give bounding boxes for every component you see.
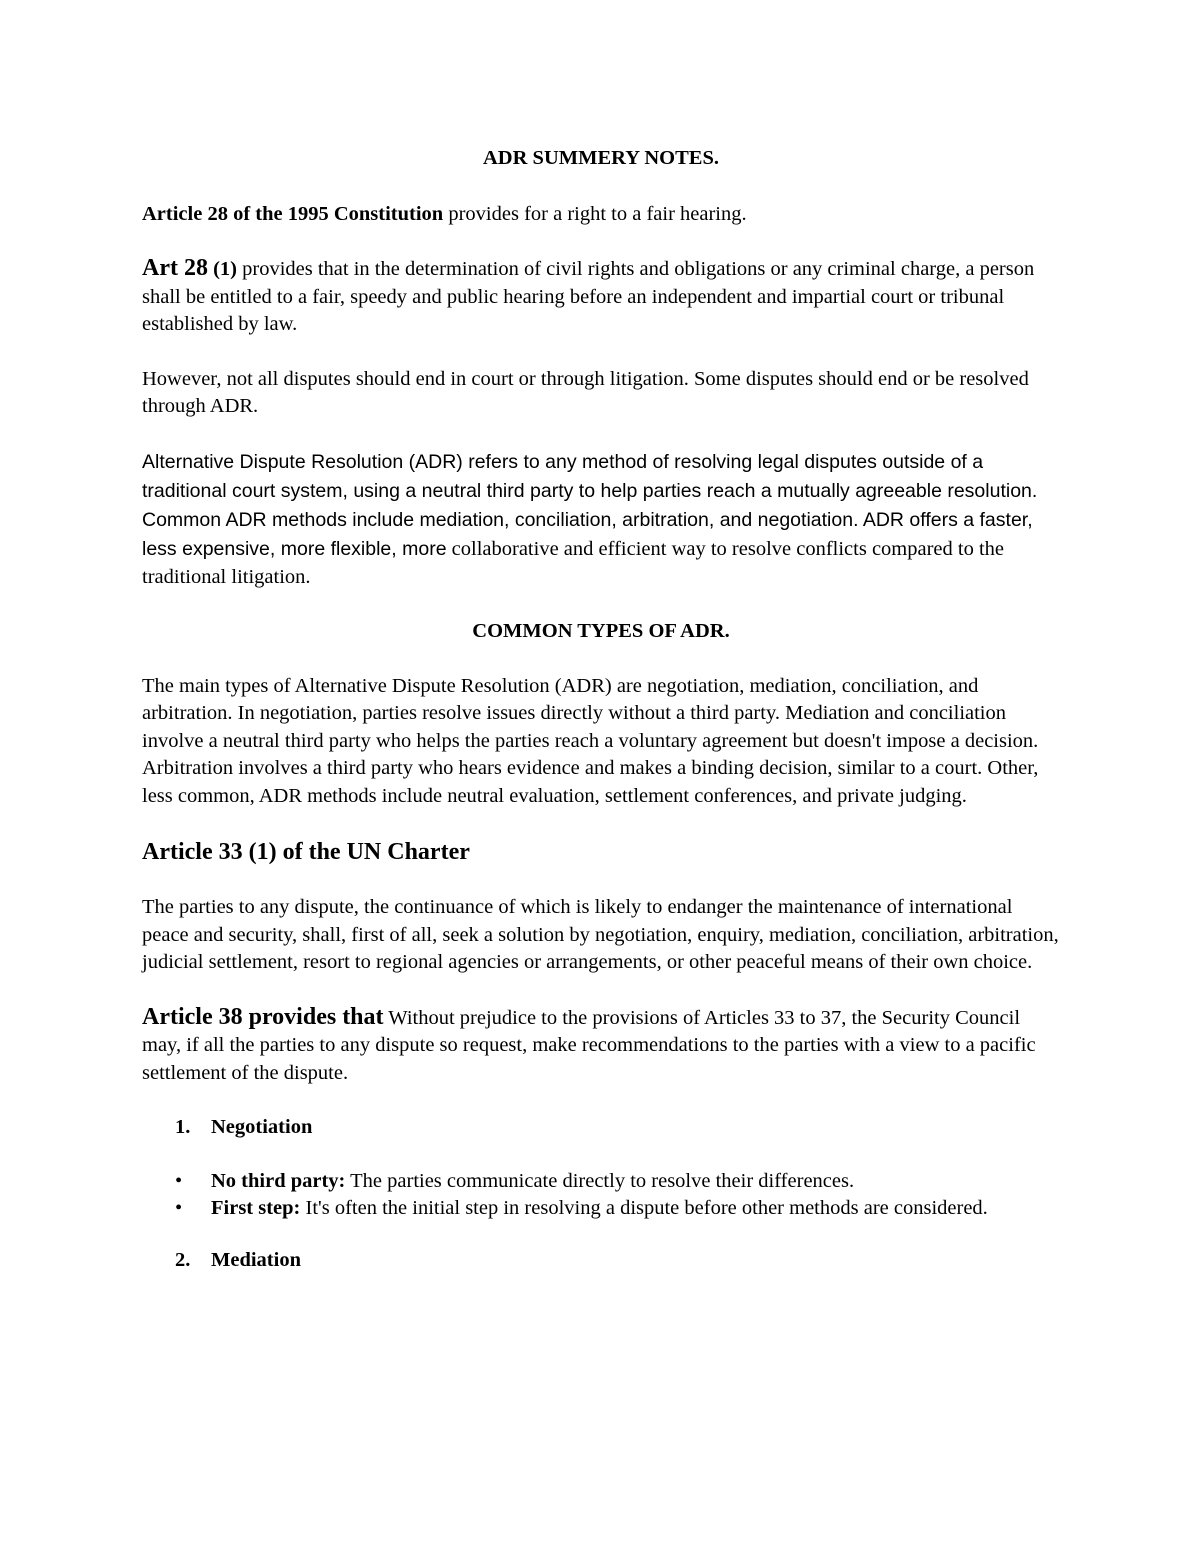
- list-item-mediation: [142, 1247, 1060, 1275]
- article-38-label: Article 38 provides that: [142, 1003, 384, 1030]
- art-28-label: Art 28: [142, 255, 208, 281]
- list-label: Negotiation: [211, 1116, 313, 1138]
- heading-un-charter: Article 33 (1) of the UN Charter: [142, 839, 470, 865]
- paragraph-main-types: The main types of Alternative Dispute Resolution (ADR) are negotiation, mediation, conciliation, and arbitration. In negotiation, parties resolve issues directly without a third party. Mediation and conciliation involve a neutral third party who helps the parties reach a voluntary agreement but doesn't impose a decision. Arbitration involves a third party who hears evidence and makes a binding decision, similar to a court. Other, less common, ADR methods include neutral evaluation, settlement conferences, and private judging.: [142, 674, 1039, 807]
- bullet-label: No third party:: [211, 1169, 346, 1192]
- list-item-negotiation: [142, 1114, 1060, 1142]
- numbered-list-mediation: [142, 1247, 1060, 1275]
- section-title-common-types: COMMON TYPES OF ADR.: [472, 620, 730, 642]
- paragraph-article-33: The parties to any dispute, the continuance of which is likely to endanger the maintenance of international peace and security, shall, first of all, seek a solution by negotiation, enquiry, mediation, conciliation, arbitration, judicial settlement, resort to regional agencies or arrangements, or other peaceful means of their own choice.: [142, 896, 1059, 973]
- paragraph-text: provides that in the determination of civil rights and obligations or any criminal charge, a person shall be entitled to a fair, speedy and public hearing before an independent and impartial court or tribunal established by law.: [142, 258, 1035, 335]
- paragraph-art-28-1: [142, 255, 1060, 339]
- paragraph-text: provides for a right to a fair hearing.: [443, 202, 747, 225]
- numbered-list-negotiation: [142, 1114, 1060, 1142]
- adr-definition-tail: collaborative and efficient way to resolve conflicts compared to the traditional litigation.: [142, 537, 1005, 588]
- clause-number: (1): [207, 258, 238, 280]
- bullet-icon: •: [175, 1197, 183, 1219]
- paragraph-text: Without prejudice to the provisions of Articles 33 to 37, the Security Council may, if all the parties to any dispute so request, make recommendations to the parties with a view to a pacific settlement of the dispute.: [142, 1006, 1036, 1084]
- article-28-constitution-label: Article 28 of the 1995 Constitution: [142, 202, 444, 225]
- document-body: [142, 145, 1060, 1300]
- bullet-item-no-third-party: [142, 1168, 1060, 1196]
- paragraph-however: However, not all disputes should end in court or through litigation. Some disputes should end or be resolved through ADR.: [142, 367, 1029, 417]
- paragraph-article-38: [142, 1004, 1060, 1088]
- paragraph-article-28-intro: [142, 201, 1060, 229]
- document-title: ADR SUMMERY NOTES.: [483, 147, 719, 169]
- bullet-text: It's often the initial step in resolving a dispute before other methods are considered.: [300, 1197, 988, 1219]
- list-number: 2.: [175, 1248, 191, 1271]
- bullet-list-negotiation: [142, 1168, 1060, 1223]
- adr-definition-text: Alternative Dispute Resolution (ADR) refers to any method of resolving legal disputes outside of a traditional court system, using a neutral third party to help parties reach a mutually agreeable resolution. Common ADR methods include mediation, conciliation, arbitration, and negotiation. ADR offers a faster, less expensive, more flexible, more: [142, 450, 1038, 560]
- bullet-label: First step:: [211, 1197, 301, 1219]
- paragraph-adr-definition: [142, 448, 1060, 592]
- bullet-text: The parties communicate directly to resolve their differences.: [345, 1169, 855, 1192]
- list-number: 1.: [175, 1116, 191, 1138]
- list-label: Mediation: [211, 1248, 301, 1271]
- bullet-item-first-step: [142, 1195, 1060, 1223]
- bullet-icon: •: [175, 1169, 183, 1192]
